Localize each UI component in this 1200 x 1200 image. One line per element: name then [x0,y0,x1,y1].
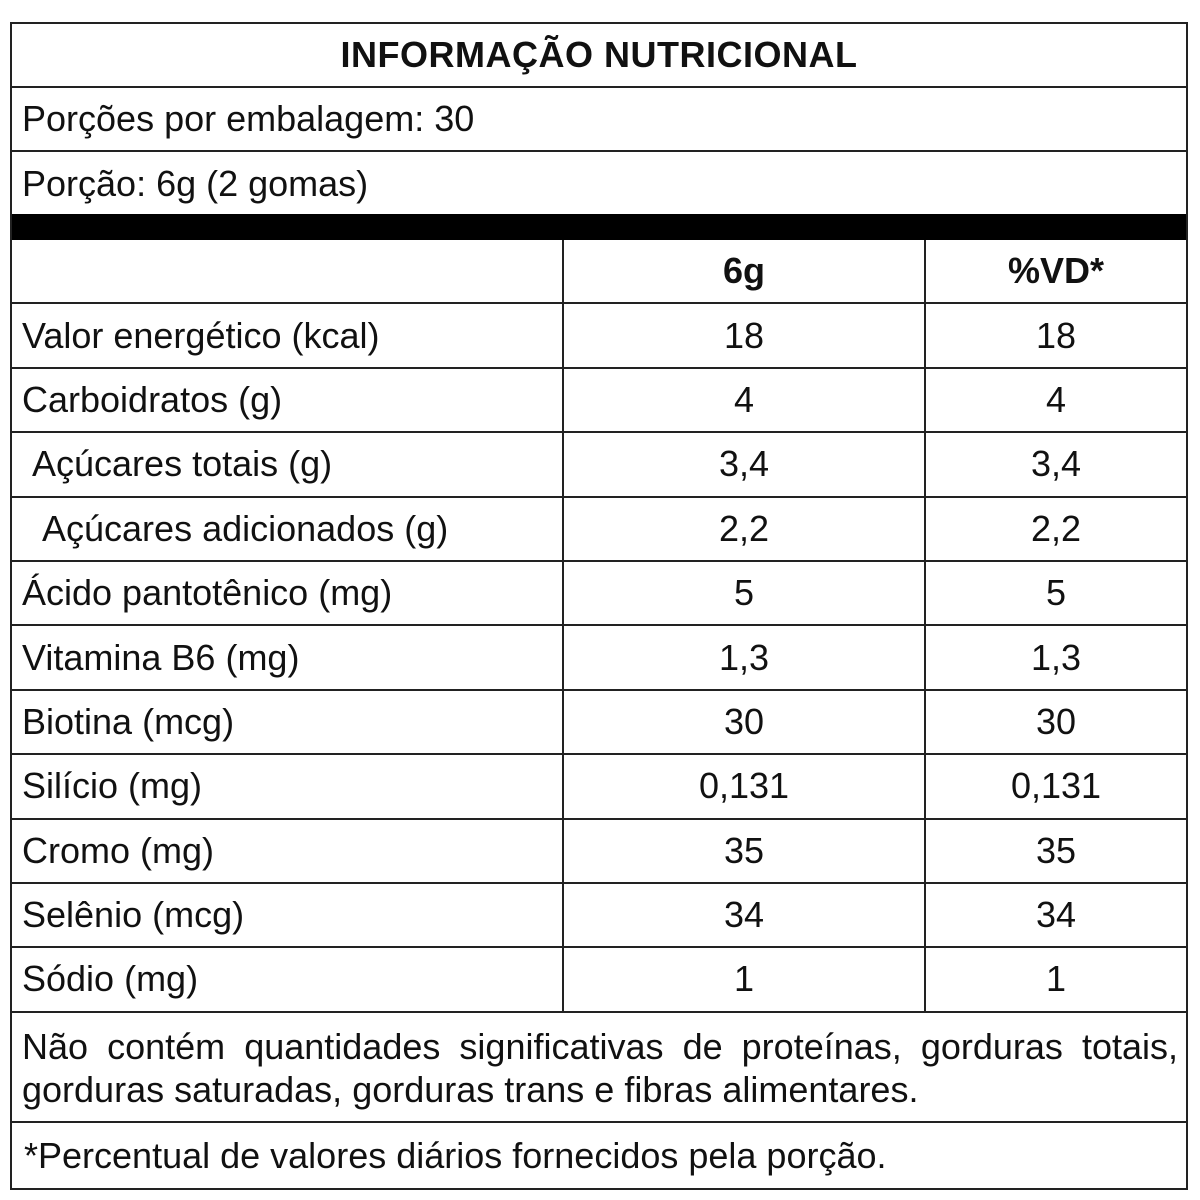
nutrient-daily-value: 0,131 [1010,765,1102,807]
not-significant-note: Não contém quantidades significativas de proteínas, gorduras totais, gorduras saturadas, gorduras trans e fibras alimentares. [12,1013,1186,1123]
serving-size: Porção: 6g (2 gomas) [22,163,369,204]
table-row [12,626,1186,690]
nutrient-quantity: 18 [564,304,926,366]
nutrient-quantity: 1 [564,948,926,1010]
nutrient-daily-value: 34 [1035,894,1077,936]
header-quantity: 6g [564,240,926,302]
nutrient-quantity: 34 [564,884,926,946]
nutrient-name: Silício (mg) [12,755,564,817]
table-row [12,304,1186,368]
nutrient-name: Vitamina B6 (mg) [12,626,564,688]
table-header-row [12,240,1186,304]
nutrient-daily-value: 1 [1045,958,1067,1000]
nutrient-name: Selênio (mcg) [12,884,564,946]
nutrient-name: Carboidratos (g) [12,369,564,431]
table-row [12,369,1186,433]
nutrient-name: Ácido pantotênico (mg) [12,562,564,624]
nutrient-daily-value: 3,4 [1030,443,1082,485]
servings-per-package-row [12,88,1186,152]
table-row [12,820,1186,884]
table-row [12,884,1186,948]
nutrient-quantity: 4 [564,369,926,431]
nutrient-daily-value: 35 [1035,829,1077,871]
nutrient-name: Açúcares totais (g) [12,433,564,495]
table-row [12,948,1186,1012]
servings-per-package: Porções por embalagem: 30 [22,98,475,139]
serving-size-row [12,152,1186,216]
nutrient-daily-value: 1,3 [1030,636,1082,678]
label-title: INFORMAÇÃO NUTRICIONAL [340,34,858,75]
thick-divider [12,214,1186,240]
nutrient-daily-value: 2,2 [1030,507,1082,549]
label-title-row [12,24,1186,88]
nutrient-quantity: 30 [564,691,926,753]
table-row [12,433,1186,497]
table-row [12,755,1186,819]
nutrient-daily-value: 18 [1035,314,1077,356]
daily-value-footnote [12,1123,1186,1189]
nutrient-name: Açúcares adicionados (g) [12,498,564,560]
table-row [12,691,1186,755]
nutrient-quantity: 1,3 [564,626,926,688]
table-row [12,498,1186,562]
header-daily-value: %VD* [1007,250,1105,292]
nutrient-quantity: 35 [564,820,926,882]
nutrient-name: Biotina (mcg) [12,691,564,753]
nutrient-quantity: 0,131 [564,755,926,817]
nutrient-daily-value: 4 [1045,378,1067,420]
table-row [12,562,1186,626]
nutrient-quantity: 3,4 [564,433,926,495]
footnote-text: *Percentual de valores diários fornecidos pela porção. [24,1135,887,1176]
header-nutrient [12,240,564,302]
nutrient-quantity: 2,2 [564,498,926,560]
nutrient-name: Sódio (mg) [12,948,564,1010]
nutrient-daily-value: 30 [1035,700,1077,742]
nutrient-name: Valor energético (kcal) [12,304,564,366]
nutrient-name: Cromo (mg) [12,820,564,882]
nutrient-quantity: 5 [564,562,926,624]
nutrient-table [12,240,1186,1013]
nutrient-daily-value: 5 [1045,572,1067,614]
nutrition-facts-label [10,22,1188,1190]
